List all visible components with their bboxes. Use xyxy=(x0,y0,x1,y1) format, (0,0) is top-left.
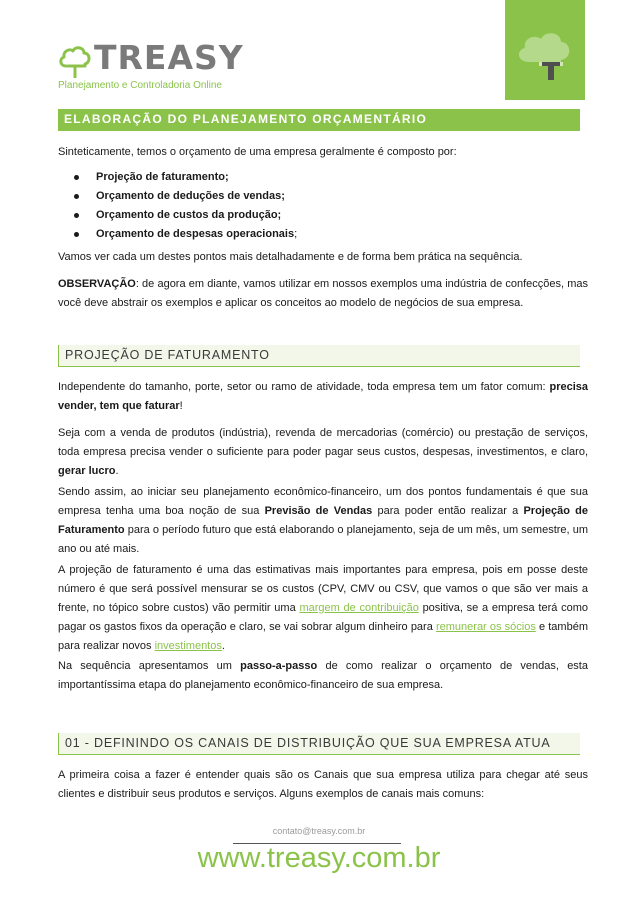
paragraph: Sendo assim, ao iniciar seu planejamento econômico-financeiro, um dos pontos fundamentais é que sua empresa tenha uma boa noção de sua Previsão de Vendas para poder então realizar a Projeção de Faturamento para o período futuro que está elaborando o planejamento, seja de um mês, um semestre, um ano ou até mais. xyxy=(58,486,588,555)
paragraph: Seja com a venda de produtos (indústria), revenda de mercadorias (comércio) ou prestação de serviços, toda empresa precisa vender o suficiente para poder pagar seus custos, despesas, investimentos, e claro, gerar lucro. xyxy=(58,427,588,477)
corner-decoration xyxy=(505,0,585,100)
link-margem-contribuicao[interactable]: margem de contribuição xyxy=(299,602,419,614)
paragraph: A primeira coisa a fazer é entender quais são os Canais que sua empresa utiliza para chegar até seus clientes e distribuir seus produtos e serviços. Alguns exemplos de canais mais comuns: xyxy=(58,769,588,800)
paragraph: Independente do tamanho, porte, setor ou ramo de atividade, toda empresa tem um fator comum: precisa vender, tem que faturar! xyxy=(58,381,588,412)
section-title-text: 01 - DEFININDO OS CANAIS DE DISTRIBUIÇÃO QUE SUA EMPRESA ATUA xyxy=(65,736,551,750)
list-item: Orçamento de deduções de vendas; xyxy=(72,187,297,206)
tree-icon xyxy=(513,26,577,82)
section-title-elaboracao xyxy=(58,109,580,131)
paragraph: A projeção de faturamento é uma das estimativas mais importantes para empresa, pois em posse deste número é que será possível mensurar se os custos (CPV, CMV ou CSV, que vamos o que são ver mais a frente, no tópico sobre custos) vão permitir uma margem de contribuição positiva, se a empresa terá como pagar os gastos fixos da operação e claro, se vai sobrar algum dinheiro para remunerar os sócios e também para realizar novos investimentos. xyxy=(58,564,588,652)
link-remunerar-socios[interactable]: remunerar os sócios xyxy=(435,621,536,633)
logo-wordmark: TREASY xyxy=(94,38,244,77)
paragraph: Vamos ver cada um destes pontos mais detalhadamente e de forma bem prática na sequência. xyxy=(58,251,523,263)
treasy-logo[interactable] xyxy=(58,38,244,96)
list-item: Orçamento de custos da produção; xyxy=(72,206,297,225)
section-title-canais xyxy=(58,733,580,755)
observation-paragraph: OBSERVAÇÃO: de agora em diante, vamos utilizar em nossos exemplos uma indústria de confecções, mas você deve abstrair os exemplos e aplicar os conceitos ao modelo de negócios de sua empresa. xyxy=(58,278,588,309)
section-title-text: ELABORAÇÃO DO PLANEJAMENTO ORÇAMENTÁRIO xyxy=(64,112,428,126)
observation-label: OBSERVAÇÃO xyxy=(58,278,136,290)
paragraph: Sinteticamente, temos o orçamento de uma empresa geralmente é composto por: xyxy=(58,146,457,158)
paragraph: Na sequência apresentamos um passo-a-passo de como realizar o orçamento de vendas, esta importantíssima etapa do planejamento econômico-financeiro de sua empresa. xyxy=(58,660,588,691)
section-title-projecao xyxy=(58,345,580,367)
list-item: Orçamento de despesas operacionais; xyxy=(72,225,297,244)
logo-tagline: Planejamento e Controladoria Online xyxy=(58,80,222,91)
section-title-text: PROJEÇÃO DE FATURAMENTO xyxy=(65,348,270,362)
footer-email[interactable]: contato@treasy.com.br xyxy=(272,826,366,836)
link-investimentos[interactable]: investimentos xyxy=(154,640,222,652)
list-item: Projeção de faturamento; xyxy=(72,168,297,187)
footer-website-link[interactable]: www.treasy.com.br xyxy=(197,842,441,874)
tree-icon xyxy=(58,42,92,78)
budget-components-list xyxy=(72,168,297,244)
